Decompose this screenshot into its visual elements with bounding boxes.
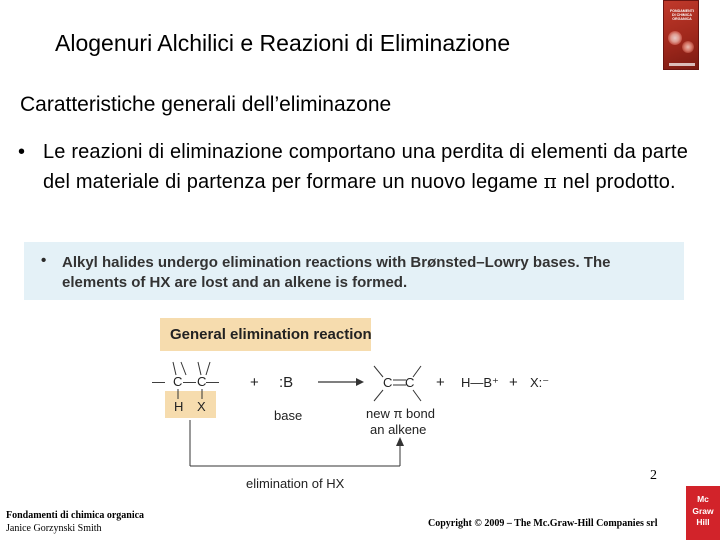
bullet-text-part: Le reazioni di eliminazione comportano una perdita di elementi da parte del materiale di partenza per formare un nuovo legame [43, 141, 688, 193]
leaving-group: X:⁻ [530, 375, 550, 390]
product-carbon: C [405, 375, 415, 390]
copyright-notice: Copyright © 2009 – The Mc.Graw-Hill Companies srl [428, 518, 658, 529]
cover-line-2: DI CHIMICA [672, 13, 692, 18]
cover-line-1: FONDAMENTI [670, 9, 694, 13]
bond-line [413, 390, 421, 401]
plus-sign: + [436, 374, 445, 391]
arrow-head [356, 378, 364, 386]
base-label: base [274, 408, 303, 423]
footer-book-info [6, 509, 144, 535]
plus-sign: + [509, 374, 518, 391]
slide-title: Alogenuri Alchilici e Reazioni di Eliminazione [55, 30, 511, 56]
base-symbol: :B [279, 374, 294, 391]
bullet-text-part: nel prodotto. [556, 171, 676, 193]
page-number: 2 [650, 468, 657, 483]
product-carbon: C [383, 375, 393, 390]
logo-line: Mc [697, 494, 709, 504]
reactant-carbon: C [173, 374, 183, 389]
info-text: Alkyl halides undergo elimination reactions with Brønsted–Lowry bases. The elements of HX are lost and an alkene is formed. [62, 254, 611, 291]
info-bullet: • [41, 252, 47, 269]
logo-line: Graw [692, 505, 714, 516]
bond-dash: — [206, 374, 219, 389]
alkene-label: an alkene [370, 422, 427, 437]
halogen-label: X [197, 399, 206, 414]
logo-line: Hill [696, 517, 710, 527]
hydrogen-label: H [174, 399, 184, 414]
elimination-label: elimination of HX [246, 476, 345, 491]
reaction-header: General elimination reaction [170, 326, 372, 343]
arrow-head [396, 437, 404, 446]
conjugate-acid: H—B⁺ [461, 375, 499, 390]
footer-author: Janice Gorzynski Smith [6, 523, 102, 534]
section-subtitle: Caratteristiche generali dell’eliminazone [20, 93, 392, 116]
plus-sign: + [250, 374, 259, 391]
cover-line-3: ORGANICA [672, 17, 692, 22]
bullet-marker: • [18, 141, 26, 163]
new-pi-bond-label: new π bond [366, 406, 435, 421]
footer-book-title: Fondamenti di chimica organica [6, 510, 145, 521]
bond-dash: — [152, 374, 165, 389]
bond-line [374, 390, 383, 401]
bond-line [374, 366, 383, 377]
reactant-carbon: C [197, 374, 207, 389]
pi-symbol: π [543, 169, 557, 193]
mcgraw-hill-logo [686, 486, 720, 540]
bond-dash: — [183, 374, 196, 389]
